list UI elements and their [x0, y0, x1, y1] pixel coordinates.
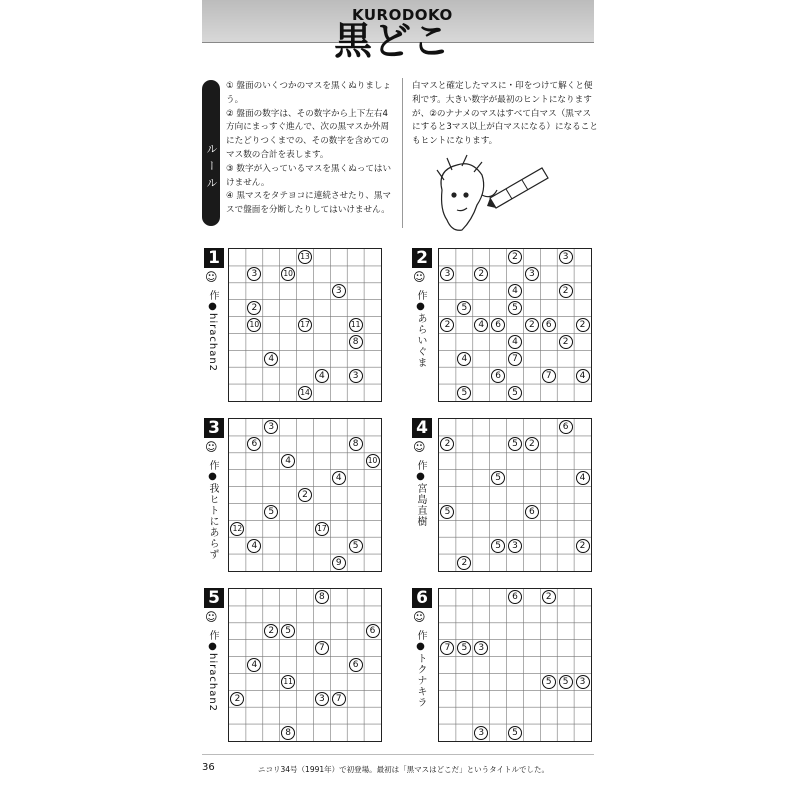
clue-circle: 5 [508, 386, 522, 400]
smiley-icon: ☺ [413, 610, 426, 624]
clue-circle: 6 [491, 318, 505, 332]
clue-circle: 4 [247, 658, 261, 672]
clue-circle: 3 [440, 267, 454, 281]
clue-circle: 8 [349, 437, 363, 451]
clue-circle: 3 [576, 675, 590, 689]
clue-circle: 3 [508, 539, 522, 553]
clue-circle: 4 [332, 471, 346, 485]
clue-circle: 2 [542, 590, 556, 604]
title-english: KURODOKO [352, 6, 453, 24]
puzzle-number-6: 6 [412, 588, 432, 608]
clue-circle: 5 [440, 505, 454, 519]
clue-circle: 6 [559, 420, 573, 434]
author-credit-6: 作●トクナキラ [415, 630, 426, 708]
clue-circle: 6 [508, 590, 522, 604]
smiley-icon: ☺ [413, 270, 426, 284]
clue-circle: 11 [281, 675, 295, 689]
character-drawing [432, 150, 552, 235]
clue-circle: 5 [542, 675, 556, 689]
clue-circle: 2 [440, 437, 454, 451]
clue-circle: 4 [576, 471, 590, 485]
clue-circle: 5 [457, 301, 471, 315]
clue-circle: 2 [264, 624, 278, 638]
clue-circle: 5 [457, 641, 471, 655]
clue-circle: 6 [491, 369, 505, 383]
clue-circle: 4 [508, 335, 522, 349]
rule-item-1: ① 盤面のいくつかのマスを黒くぬりましょう。 [226, 81, 392, 105]
footer-divider [202, 754, 594, 755]
clue-circle: 3 [474, 726, 488, 740]
clue-circle: 5 [508, 301, 522, 315]
clue-circle: 4 [474, 318, 488, 332]
title-japanese: 黒どこ [334, 19, 452, 63]
clue-circle: 8 [281, 726, 295, 740]
clue-circle: 2 [559, 284, 573, 298]
clue-circle: 17 [315, 522, 329, 536]
clue-circle: 7 [440, 641, 454, 655]
clue-circle: 17 [298, 318, 312, 332]
clue-circle: 10 [247, 318, 261, 332]
clue-circle: 2 [576, 539, 590, 553]
clue-circle: 2 [525, 318, 539, 332]
author-credit-4: 作●宮島直樹 [415, 460, 426, 527]
clue-circle: 4 [576, 369, 590, 383]
clue-circle: 3 [559, 250, 573, 264]
grid-lines [439, 589, 591, 741]
puzzle-grid-5[interactable] [228, 588, 382, 742]
clue-circle: 11 [349, 318, 363, 332]
clue-circle: 14 [298, 386, 312, 400]
clue-circle: 5 [491, 471, 505, 485]
rules-tab: ルール [202, 80, 220, 226]
puzzle-number-3: 3 [204, 418, 224, 438]
clue-circle: 2 [298, 488, 312, 502]
puzzle-number-5: 5 [204, 588, 224, 608]
clue-circle: 5 [508, 437, 522, 451]
clue-circle: 4 [247, 539, 261, 553]
author-credit-2: 作●あらいぐま [415, 290, 426, 368]
clue-circle: 12 [230, 522, 244, 536]
clue-circle: 7 [542, 369, 556, 383]
puzzle-grid-6[interactable] [438, 588, 592, 742]
clue-circle: 2 [474, 267, 488, 281]
author-credit-3: 作●我ヒトにあらず [207, 460, 218, 560]
clue-circle: 7 [508, 352, 522, 366]
column-divider [402, 78, 403, 228]
puzzle-grid-4[interactable] [438, 418, 592, 572]
clue-circle: 4 [457, 352, 471, 366]
clue-circle: 2 [559, 335, 573, 349]
clue-circle: 8 [315, 590, 329, 604]
clue-circle: 2 [440, 318, 454, 332]
clue-circle: 2 [525, 437, 539, 451]
author-credit-5: 作●hirachan2 [207, 630, 218, 713]
puzzle-number-1: 1 [204, 248, 224, 268]
rules-list [226, 80, 396, 218]
clue-circle: 6 [525, 505, 539, 519]
clue-circle: 3 [332, 284, 346, 298]
clue-circle: 5 [559, 675, 573, 689]
clue-circle: 5 [281, 624, 295, 638]
clue-circle: 5 [457, 386, 471, 400]
grid-lines [439, 249, 591, 401]
puzzle-grid-3[interactable] [228, 418, 382, 572]
clue-circle: 2 [508, 250, 522, 264]
puzzle-grid-1[interactable] [228, 248, 382, 402]
clue-circle: 6 [247, 437, 261, 451]
smiley-icon: ☺ [205, 270, 218, 284]
smiley-icon: ☺ [413, 440, 426, 454]
smiley-icon: ☺ [205, 610, 218, 624]
clue-circle: 3 [315, 692, 329, 706]
clue-circle: 4 [281, 454, 295, 468]
clue-circle: 13 [298, 250, 312, 264]
clue-circle: 2 [457, 556, 471, 570]
clue-circle: 6 [366, 624, 380, 638]
page-number: 36 [202, 762, 215, 773]
puzzle-number-4: 4 [412, 418, 432, 438]
clue-circle: 9 [332, 556, 346, 570]
clue-circle: 7 [315, 641, 329, 655]
clue-circle: 3 [264, 420, 278, 434]
clue-circle: 2 [247, 301, 261, 315]
clue-circle: 6 [542, 318, 556, 332]
clue-circle: 3 [474, 641, 488, 655]
clue-circle: 3 [349, 369, 363, 383]
clue-circle: 2 [576, 318, 590, 332]
hint-text: 白マスと確定したマスに・印をつけて解くと便利です。大きい数字が最初のヒントになりますが、②のナナメのマスはすべて白マス（黒マスにすると3マス以上が白マスになる）になることもヒントになります。 [412, 81, 598, 147]
footnote: ニコリ34号（1991年）で初登場。最初は「黒マスはどこだ」というタイトルでした。 [258, 765, 549, 774]
clue-circle: 5 [264, 505, 278, 519]
clue-circle: 5 [349, 539, 363, 553]
clue-circle: 5 [508, 726, 522, 740]
clue-circle: 5 [491, 539, 505, 553]
clue-circle: 2 [230, 692, 244, 706]
clue-circle: 4 [264, 352, 278, 366]
clue-circle: 6 [349, 658, 363, 672]
clue-circle: 3 [525, 267, 539, 281]
author-credit-1: 作●hirachan2 [207, 290, 218, 373]
clue-circle: 4 [508, 284, 522, 298]
clue-circle: 10 [366, 454, 380, 468]
clue-circle: 3 [247, 267, 261, 281]
clue-circle: 4 [315, 369, 329, 383]
clue-circle: 7 [332, 692, 346, 706]
rule-item-2: ② 盤面の数字は、その数字から上下左右4方向にまっすぐ進んで、次の黒マスか外周にたどりつくまでの、その数字を含めてのマス数の合計を表します。 [226, 108, 390, 160]
smiley-icon: ☺ [205, 440, 218, 454]
rule-item-4: ④ 黒マスをタテヨコに連続させたり、黒マスで盤面を分断したりしてはいけません。 [226, 191, 392, 216]
rule-item-3: ③ 数字が入っているマスを黒くぬってはいけません。 [226, 163, 392, 188]
clue-circle: 10 [281, 267, 295, 281]
puzzle-number-2: 2 [412, 248, 432, 268]
puzzle-grid-2[interactable] [438, 248, 592, 402]
clue-circle: 8 [349, 335, 363, 349]
